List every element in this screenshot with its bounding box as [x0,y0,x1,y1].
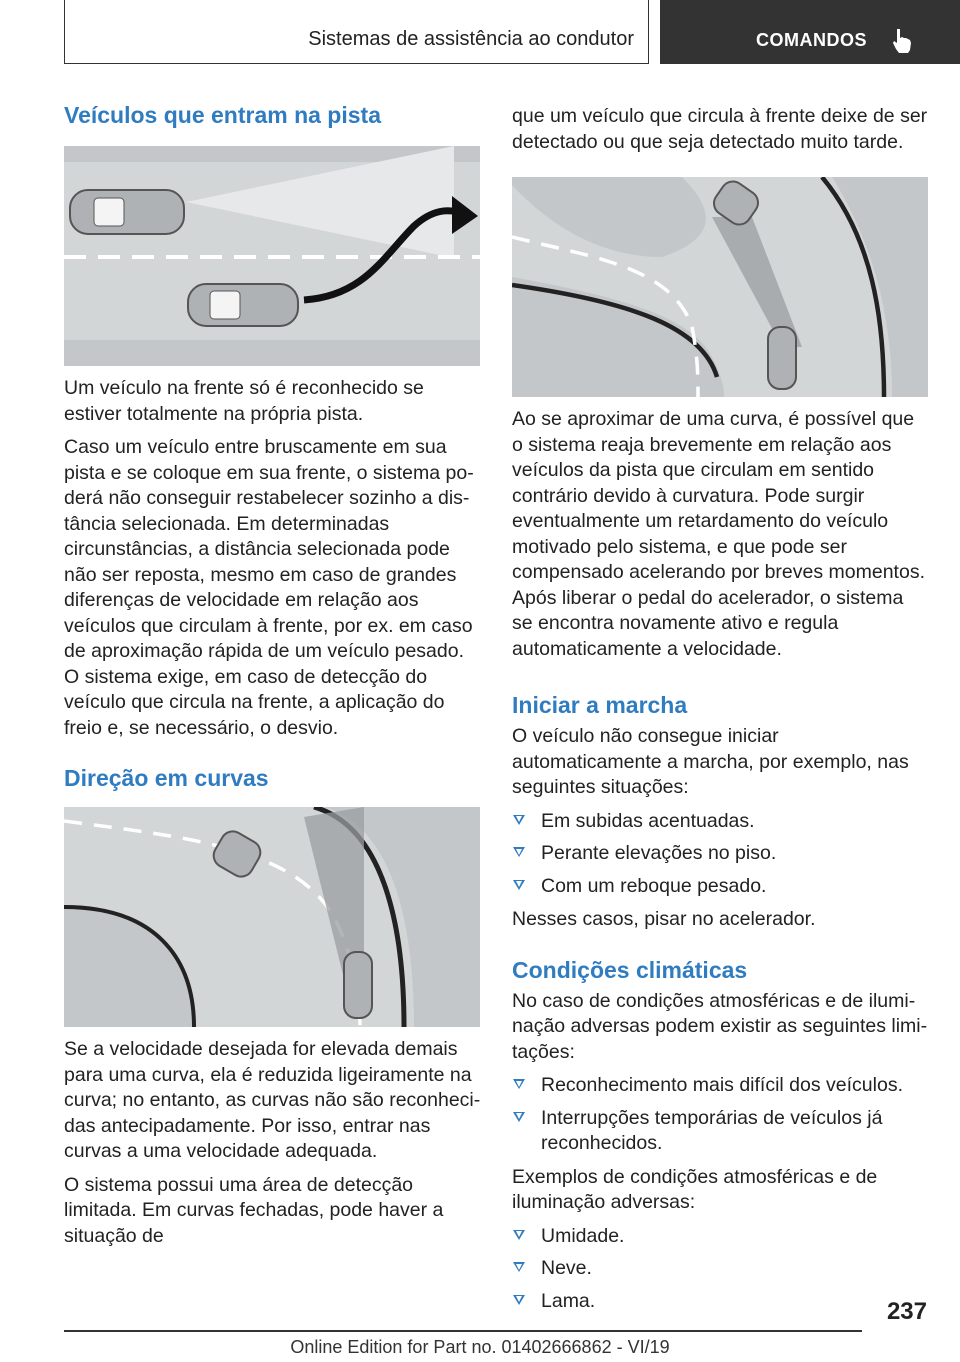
figure-vehicle-entering-lane [64,146,480,366]
list-item: Lama. [512,1289,928,1315]
right-column [512,104,928,1322]
para-8: Nesses casos, pisar no acelerador. [512,908,816,930]
figure-curve-driving [64,807,480,1027]
header-box [64,0,649,64]
list-weather-examples [512,1224,928,1315]
para-10: Exemplos de condições atmosféricas e de iluminação adversas: [512,1165,878,1213]
triangle-bullet-icon [513,1230,525,1240]
para-7: O veículo não consegue iniciar automaticamente a marcha, por exemplo, nas seguintes situações: [512,725,909,798]
heading-vehicles-entering: Veículos que entram na pista [64,102,381,128]
pointing-hand-icon [892,28,914,54]
list-item: Neve. [512,1256,928,1282]
triangle-bullet-icon [513,880,525,890]
para-4: O sistema possui uma área de detecção limitada. Em curvas fechadas, pode haver a situação de [64,1173,444,1247]
heading-start-moving: Iniciar a marcha [512,692,688,718]
list-item: Em subidas acentuadas. [512,809,928,835]
list-item: Interrupções temporárias de veículos já reconhecidos. [512,1106,928,1157]
figure-opposing-traffic-curve [512,177,928,397]
triangle-bullet-icon [513,1079,525,1089]
triangle-bullet-icon [513,1262,525,1272]
list-item: Reconhecimento mais difícil dos veículos. [512,1073,928,1099]
list-limitations [512,1073,928,1157]
list-start-situations [512,809,928,900]
chapter-label: COMANDOS [756,30,867,50]
chapter-tab[interactable] [660,0,960,64]
page-number: 237 [886,1298,927,1325]
triangle-bullet-icon [513,1295,525,1305]
triangle-bullet-icon [513,847,525,857]
list-item: Umidade. [512,1224,928,1250]
left-column [64,100,482,1257]
para-6: Ao se aproximar de uma curva, é possível que o sistema reaja brevemente em relação aos veículos da pista que circulam em sentido contrário devido à curvatura. Pode surgir eventualmente um retardamento do veículo motivado pelo sistema, e que pode ser compensado acelerando por breves momentos. Após liberar o pedal do acelerador, o sistema se encontra novamente ativo e regula automaticamente a velocidade. [512,408,925,660]
para-9: No caso de condições atmosféricas e de iluminação adversas podem existir as seguintes limitações: [512,989,928,1063]
section-title: Sistemas de assistência ao condutor [308,28,634,50]
para-1: Um veículo na frente só é reconhecido se estiver totalmente na própria pista. [64,377,424,425]
para-2: Caso um veículo entre bruscamente em sua pista e se coloque em sua frente, o sistema poderá não conseguir restabelecer sozinho a distância selecionada. Em determinadas circunstâncias, a distância selecionada pode não ser reposta, mesmo em caso de grandes diferenças de velocidade em relação aos veículos que circulam à frente, por ex. em caso de aproximação rápida de um veículo pesado. O sistema exige, em caso de detecção do veículo que circula na frente, a aplicação do freio e, se necessário, o desvio. [64,436,474,739]
footer-divider [64,1330,862,1332]
para-3: Se a velocidade desejada for elevada demais para uma curva, ela é reduzida ligeiramente na curva; no entanto, as curvas não são reconhecidas antecipadamente. Por isso, entrar nas curvas a uma velocidade adequada. [64,1038,481,1162]
heading-weather: Condições climáticas [512,956,748,983]
para-5: que um veículo que circula à frente deixe de ser detectado ou que seja detectado muito tarde. [512,105,928,153]
footer-edition: Online Edition for Part no. 01402666862 - VI/19 [290,1337,670,1357]
heading-curves: Direção em curvas [64,765,269,791]
triangle-bullet-icon [513,1112,525,1122]
list-item: Com um reboque pesado. [512,874,928,900]
list-item: Perante elevações no piso. [512,841,928,867]
triangle-bullet-icon [513,815,525,825]
